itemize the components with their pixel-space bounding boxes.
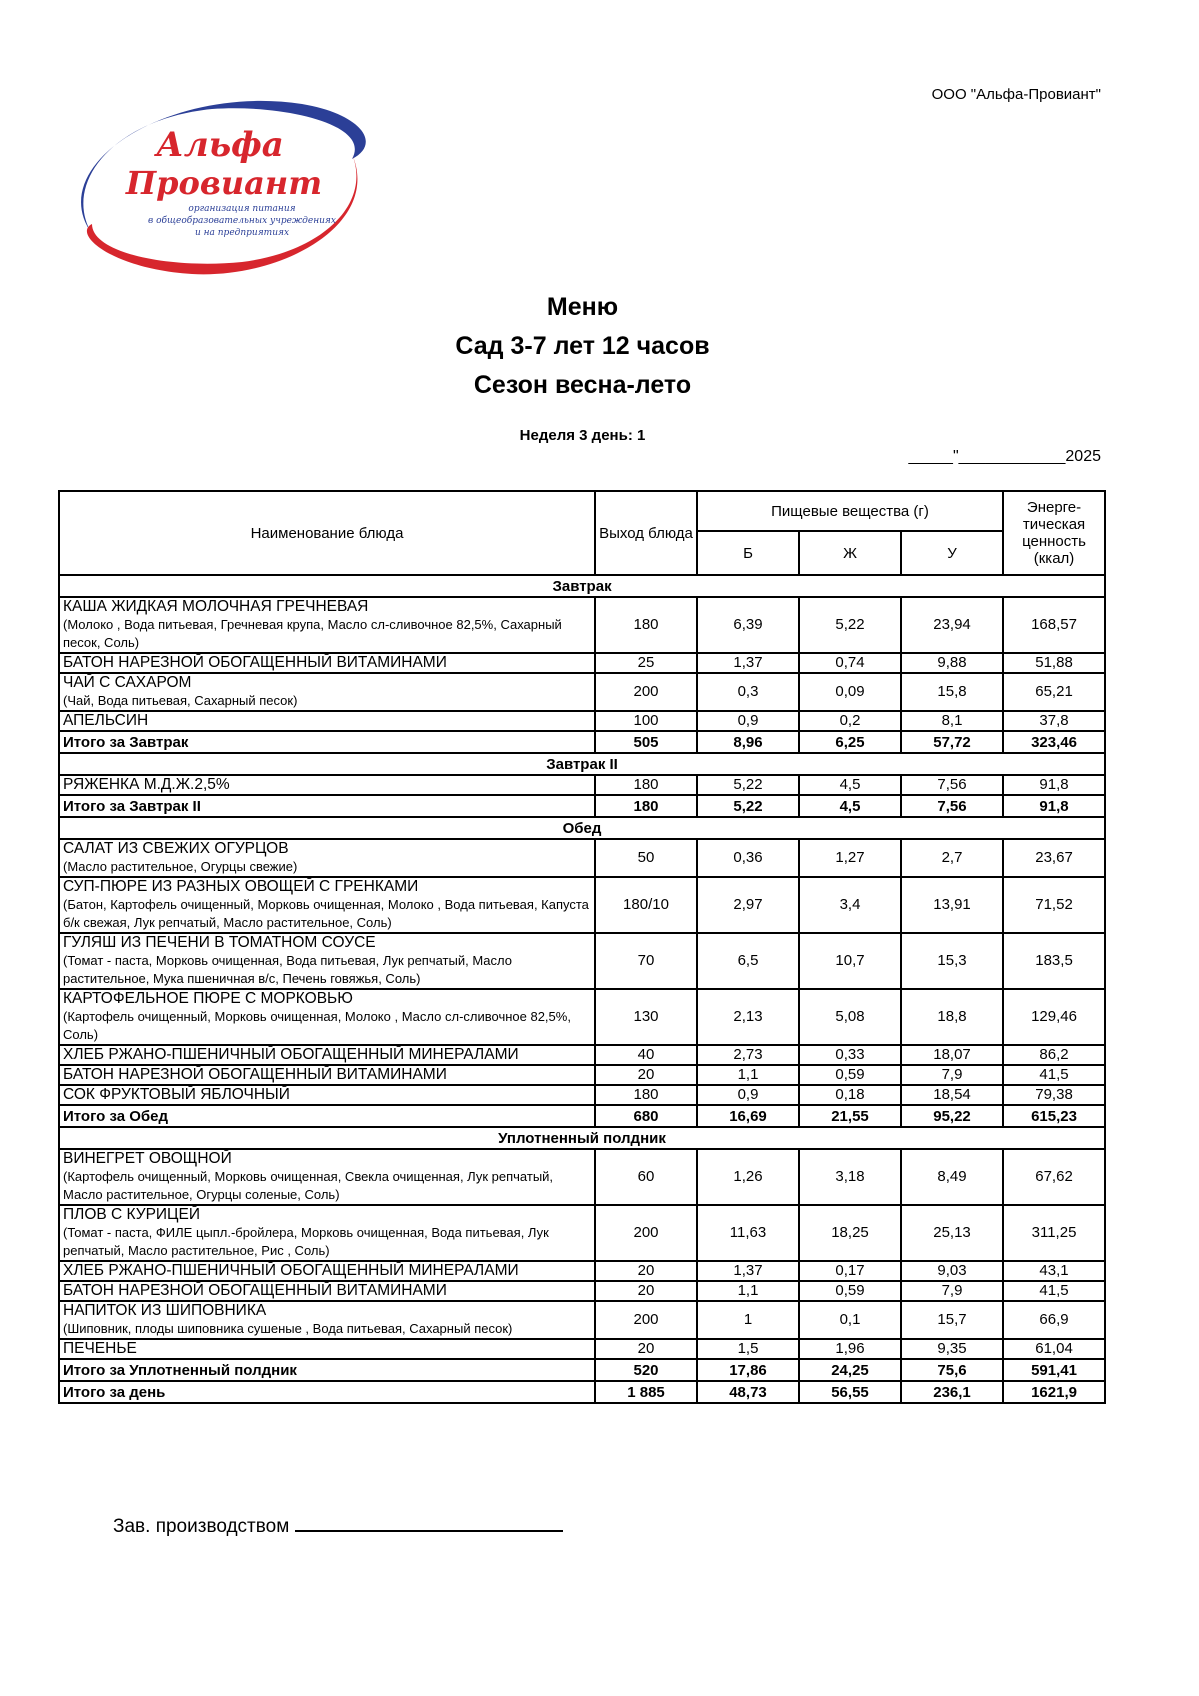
day-total-label: Итого за день [59, 1381, 595, 1403]
cell-b: 16,69 [697, 1105, 799, 1127]
section-title: Завтрак [59, 575, 1105, 597]
cell-zh: 3,4 [799, 877, 901, 933]
cell-yield: 20 [595, 1281, 697, 1301]
cell-kcal: 71,52 [1003, 877, 1105, 933]
cell-b: 11,63 [697, 1205, 799, 1261]
dish-cell [59, 1261, 595, 1281]
cell-yield: 25 [595, 653, 697, 673]
cell-kcal: 591,41 [1003, 1359, 1105, 1381]
title-group: Сад 3-7 лет 12 часов [455, 332, 710, 360]
cell-yield: 200 [595, 1205, 697, 1261]
table-row [59, 673, 1105, 711]
cell-u: 8,1 [901, 711, 1003, 731]
header-u: У [901, 531, 1003, 575]
cell-yield: 130 [595, 989, 697, 1045]
section-total-row [59, 1105, 1105, 1127]
dish-ingredients: (Чай, Вода питьевая, Сахарный песок) [63, 693, 298, 708]
dish-cell [59, 775, 595, 795]
cell-u: 15,8 [901, 673, 1003, 711]
dish-cell [59, 1281, 595, 1301]
cell-yield: 180 [595, 1085, 697, 1105]
dish-name: КАША ЖИДКАЯ МОЛОЧНАЯ ГРЕЧНЕВАЯ [63, 598, 369, 615]
section-title: Завтрак II [59, 753, 1105, 775]
dish-name: САЛАТ ИЗ СВЕЖИХ ОГУРЦОВ [63, 840, 289, 857]
cell-yield: 180 [595, 775, 697, 795]
cell-zh: 6,25 [799, 731, 901, 753]
dish-cell [59, 1045, 595, 1065]
cell-zh: 0,1 [799, 1301, 901, 1339]
dish-cell [59, 653, 595, 673]
cell-u: 7,56 [901, 775, 1003, 795]
cell-kcal: 129,46 [1003, 989, 1105, 1045]
dish-cell [59, 1065, 595, 1085]
title-menu: Меню [546, 293, 619, 321]
menu-table [58, 490, 1106, 1404]
cell-zh: 5,22 [799, 597, 901, 653]
total-label: Итого за Уплотненный полдник [59, 1359, 595, 1381]
cell-u: 2,7 [901, 839, 1003, 877]
section-header [59, 753, 1105, 775]
dish-cell [59, 673, 595, 711]
cell-kcal: 51,88 [1003, 653, 1105, 673]
company-name: ООО "Альфа-Провиант" [931, 86, 1101, 103]
table-row [59, 1301, 1105, 1339]
cell-b: 0,9 [697, 711, 799, 731]
cell-yield: 200 [595, 673, 697, 711]
cell-yield: 1 885 [595, 1381, 697, 1403]
cell-zh: 5,08 [799, 989, 901, 1045]
table-row [59, 1045, 1105, 1065]
dish-name: РЯЖЕНКА М.Д.Ж.2,5% [63, 776, 230, 793]
cell-b: 2,13 [697, 989, 799, 1045]
menu-titles [0, 288, 1165, 405]
cell-zh: 0,09 [799, 673, 901, 711]
cell-yield: 100 [595, 711, 697, 731]
cell-b: 0,9 [697, 1085, 799, 1105]
cell-kcal: 66,9 [1003, 1301, 1105, 1339]
table-row [59, 653, 1105, 673]
cell-zh: 56,55 [799, 1381, 901, 1403]
cell-zh: 0,18 [799, 1085, 901, 1105]
cell-zh: 0,33 [799, 1045, 901, 1065]
cell-u: 95,22 [901, 1105, 1003, 1127]
cell-kcal: 91,8 [1003, 775, 1105, 795]
dish-cell [59, 1339, 595, 1359]
cell-u: 15,3 [901, 933, 1003, 989]
cell-b: 1,37 [697, 653, 799, 673]
logo-tagline-1: организация питания [188, 204, 296, 214]
table-row [59, 1085, 1105, 1105]
logo-name-2: Провиант [125, 164, 323, 202]
dish-cell [59, 1205, 595, 1261]
signature-label: Зав. производством [113, 1516, 290, 1537]
table-row [59, 877, 1105, 933]
cell-kcal: 61,04 [1003, 1339, 1105, 1359]
cell-kcal: 79,38 [1003, 1085, 1105, 1105]
cell-b: 5,22 [697, 795, 799, 817]
cell-yield: 20 [595, 1339, 697, 1359]
cell-u: 15,7 [901, 1301, 1003, 1339]
date-line: _____"____________2025 [908, 448, 1101, 465]
cell-u: 75,6 [901, 1359, 1003, 1381]
dish-cell [59, 933, 595, 989]
table-row [59, 1065, 1105, 1085]
table-row [59, 1339, 1105, 1359]
cell-b: 1,37 [697, 1261, 799, 1281]
cell-yield: 200 [595, 1301, 697, 1339]
table-row [59, 1281, 1105, 1301]
dish-ingredients: (Картофель очищенный, Морковь очищенная, Свекла очищенная, Лук репчатый, Масло растительное, Огурцы соленые, Соль) [63, 1169, 554, 1202]
cell-kcal: 323,46 [1003, 731, 1105, 753]
dish-name: КАРТОФЕЛЬНОЕ ПЮРЕ С МОРКОВЬЮ [63, 990, 353, 1007]
table-row [59, 989, 1105, 1045]
cell-b: 1,1 [697, 1065, 799, 1085]
table-row [59, 775, 1105, 795]
cell-b: 0,36 [697, 839, 799, 877]
cell-b: 6,39 [697, 597, 799, 653]
dish-cell [59, 711, 595, 731]
cell-kcal: 67,62 [1003, 1149, 1105, 1205]
table-row [59, 597, 1105, 653]
cell-zh: 24,25 [799, 1359, 901, 1381]
dish-ingredients: (Масло растительное, Огурцы свежие) [63, 859, 298, 874]
dish-name: НАПИТОК ИЗ ШИПОВНИКА [63, 1302, 267, 1319]
cell-kcal: 65,21 [1003, 673, 1105, 711]
cell-u: 57,72 [901, 731, 1003, 753]
day-total-row [59, 1381, 1105, 1403]
dish-cell [59, 989, 595, 1045]
header-nutrients: Пищевые вещества (г) [697, 491, 1003, 531]
table-row [59, 1261, 1105, 1281]
logo-tagline-3: и на предприятиях [194, 228, 290, 238]
cell-u: 18,8 [901, 989, 1003, 1045]
cell-b: 1,5 [697, 1339, 799, 1359]
cell-kcal: 37,8 [1003, 711, 1105, 731]
cell-zh: 0,59 [799, 1281, 901, 1301]
cell-yield: 20 [595, 1065, 697, 1085]
header-name: Наименование блюда [59, 491, 595, 575]
cell-zh: 0,59 [799, 1065, 901, 1085]
cell-kcal: 41,5 [1003, 1065, 1105, 1085]
cell-zh: 0,17 [799, 1261, 901, 1281]
cell-u: 25,13 [901, 1205, 1003, 1261]
dish-cell [59, 839, 595, 877]
cell-yield: 520 [595, 1359, 697, 1381]
cell-zh: 0,2 [799, 711, 901, 731]
cell-b: 17,86 [697, 1359, 799, 1381]
cell-u: 9,03 [901, 1261, 1003, 1281]
dish-name: ХЛЕБ РЖАНО-ПШЕНИЧНЫЙ ОБОГАЩЕННЫЙ МИНЕРАЛАМИ [63, 1262, 519, 1279]
section-total-row [59, 731, 1105, 753]
dish-cell [59, 1301, 595, 1339]
logo-tagline-2: в общеобразовательных учреждениях [148, 216, 336, 226]
cell-yield: 20 [595, 1261, 697, 1281]
header-b: Б [697, 531, 799, 575]
cell-u: 7,56 [901, 795, 1003, 817]
cell-u: 8,49 [901, 1149, 1003, 1205]
cell-yield: 70 [595, 933, 697, 989]
cell-kcal: 615,23 [1003, 1105, 1105, 1127]
cell-u: 23,94 [901, 597, 1003, 653]
dish-name: ПЕЧЕНЬЕ [63, 1340, 137, 1357]
dish-ingredients: (Картофель очищенный, Морковь очищенная, Молоко , Масло сл-сливочное 82,5%, Соль) [63, 1009, 571, 1042]
total-label: Итого за Обед [59, 1105, 595, 1127]
cell-kcal: 168,57 [1003, 597, 1105, 653]
title-season: Сезон весна-лето [473, 371, 692, 399]
week-day: Неделя 3 день: 1 [519, 427, 646, 444]
cell-kcal: 91,8 [1003, 795, 1105, 817]
dish-name: АПЕЛЬСИН [63, 712, 149, 729]
cell-kcal: 86,2 [1003, 1045, 1105, 1065]
dish-ingredients: (Молоко , Вода питьевая, Гречневая крупа, Масло сл-сливочное 82,5%, Сахарный песок, Соль) [63, 617, 562, 650]
header-energy: Энерге- тическая ценность (ккал) [1003, 491, 1105, 575]
cell-u: 236,1 [901, 1381, 1003, 1403]
section-title: Уплотненный полдник [59, 1127, 1105, 1149]
cell-b: 5,22 [697, 775, 799, 795]
dish-name: СОК ФРУКТОВЫЙ ЯБЛОЧНЫЙ [63, 1086, 290, 1103]
table-row [59, 839, 1105, 877]
cell-kcal: 1621,9 [1003, 1381, 1105, 1403]
section-header [59, 575, 1105, 597]
section-total-row [59, 795, 1105, 817]
dish-ingredients: (Томат - паста, Морковь очищенная, Вода питьевая, Лук репчатый, Масло растительное, Мука пшеничная в/с, Печень говяжья, Соль) [63, 953, 513, 986]
cell-u: 13,91 [901, 877, 1003, 933]
cell-zh: 1,96 [799, 1339, 901, 1359]
dish-name: ЧАЙ С САХАРОМ [63, 674, 192, 691]
cell-u: 18,07 [901, 1045, 1003, 1065]
dish-name: СУП-ПЮРЕ ИЗ РАЗНЫХ ОВОЩЕЙ С ГРЕНКАМИ [63, 878, 419, 895]
dish-name: ХЛЕБ РЖАНО-ПШЕНИЧНЫЙ ОБОГАЩЕННЫЙ МИНЕРАЛАМИ [63, 1046, 519, 1063]
cell-zh: 18,25 [799, 1205, 901, 1261]
cell-u: 7,9 [901, 1065, 1003, 1085]
cell-zh: 10,7 [799, 933, 901, 989]
dish-cell [59, 1149, 595, 1205]
header-zh: Ж [799, 531, 901, 575]
dish-ingredients: (Томат - паста, ФИЛЕ цыпл.-бройлера, Морковь очищенная, Вода питьевая, Лук репчатый, Масло растительное, Рис , Соль) [63, 1225, 549, 1258]
dish-cell [59, 877, 595, 933]
cell-b: 1,1 [697, 1281, 799, 1301]
table-row [59, 711, 1105, 731]
cell-yield: 50 [595, 839, 697, 877]
table-row [59, 933, 1105, 989]
section-total-row [59, 1359, 1105, 1381]
dish-name: ПЛОВ С КУРИЦЕЙ [63, 1206, 200, 1223]
signature-block [113, 1512, 563, 1538]
cell-b: 1 [697, 1301, 799, 1339]
table-row [59, 1205, 1105, 1261]
cell-kcal: 23,67 [1003, 839, 1105, 877]
cell-u: 9,88 [901, 653, 1003, 673]
total-label: Итого за Завтрак II [59, 795, 595, 817]
cell-b: 0,3 [697, 673, 799, 711]
cell-b: 8,96 [697, 731, 799, 753]
section-title: Обед [59, 817, 1105, 839]
dish-ingredients: (Шиповник, плоды шиповника сушеные , Вода питьевая, Сахарный песок) [63, 1321, 513, 1336]
cell-kcal: 183,5 [1003, 933, 1105, 989]
cell-kcal: 41,5 [1003, 1281, 1105, 1301]
table-row [59, 1149, 1105, 1205]
dish-cell [59, 1085, 595, 1105]
dish-name: БАТОН НАРЕЗНОЙ ОБОГАЩЕННЫЙ ВИТАМИНАМИ [63, 1282, 447, 1299]
cell-u: 9,35 [901, 1339, 1003, 1359]
cell-zh: 1,27 [799, 839, 901, 877]
cell-b: 48,73 [697, 1381, 799, 1403]
company-logo [52, 84, 392, 294]
header-yield: Выход блюда [595, 491, 697, 575]
cell-zh: 0,74 [799, 653, 901, 673]
logo-name-1: Альфа [156, 125, 284, 165]
cell-zh: 3,18 [799, 1149, 901, 1205]
cell-b: 6,5 [697, 933, 799, 989]
signature-line [295, 1512, 563, 1532]
cell-b: 1,26 [697, 1149, 799, 1205]
dish-name: БАТОН НАРЕЗНОЙ ОБОГАЩЕННЫЙ ВИТАМИНАМИ [63, 1066, 447, 1083]
cell-yield: 180 [595, 597, 697, 653]
dish-name: БАТОН НАРЕЗНОЙ ОБОГАЩЕННЫЙ ВИТАМИНАМИ [63, 654, 447, 671]
cell-u: 7,9 [901, 1281, 1003, 1301]
cell-yield: 180/10 [595, 877, 697, 933]
cell-yield: 505 [595, 731, 697, 753]
cell-u: 18,54 [901, 1085, 1003, 1105]
cell-yield: 680 [595, 1105, 697, 1127]
dish-ingredients: (Батон, Картофель очищенный, Морковь очищенная, Молоко , Вода питьевая, Капуста б/к свежая, Лук репчатый, Масло растительное, Соль) [63, 897, 589, 930]
cell-b: 2,73 [697, 1045, 799, 1065]
dish-cell [59, 597, 595, 653]
cell-yield: 60 [595, 1149, 697, 1205]
total-label: Итого за Завтрак [59, 731, 595, 753]
cell-yield: 40 [595, 1045, 697, 1065]
dish-name: ГУЛЯШ ИЗ ПЕЧЕНИ В ТОМАТНОМ СОУСЕ [63, 934, 376, 951]
cell-zh: 21,55 [799, 1105, 901, 1127]
cell-zh: 4,5 [799, 775, 901, 795]
cell-b: 2,97 [697, 877, 799, 933]
section-header [59, 1127, 1105, 1149]
dish-name: ВИНЕГРЕТ ОВОЩНОЙ [63, 1150, 232, 1167]
section-header [59, 817, 1105, 839]
cell-yield: 180 [595, 795, 697, 817]
cell-kcal: 43,1 [1003, 1261, 1105, 1281]
cell-kcal: 311,25 [1003, 1205, 1105, 1261]
cell-zh: 4,5 [799, 795, 901, 817]
